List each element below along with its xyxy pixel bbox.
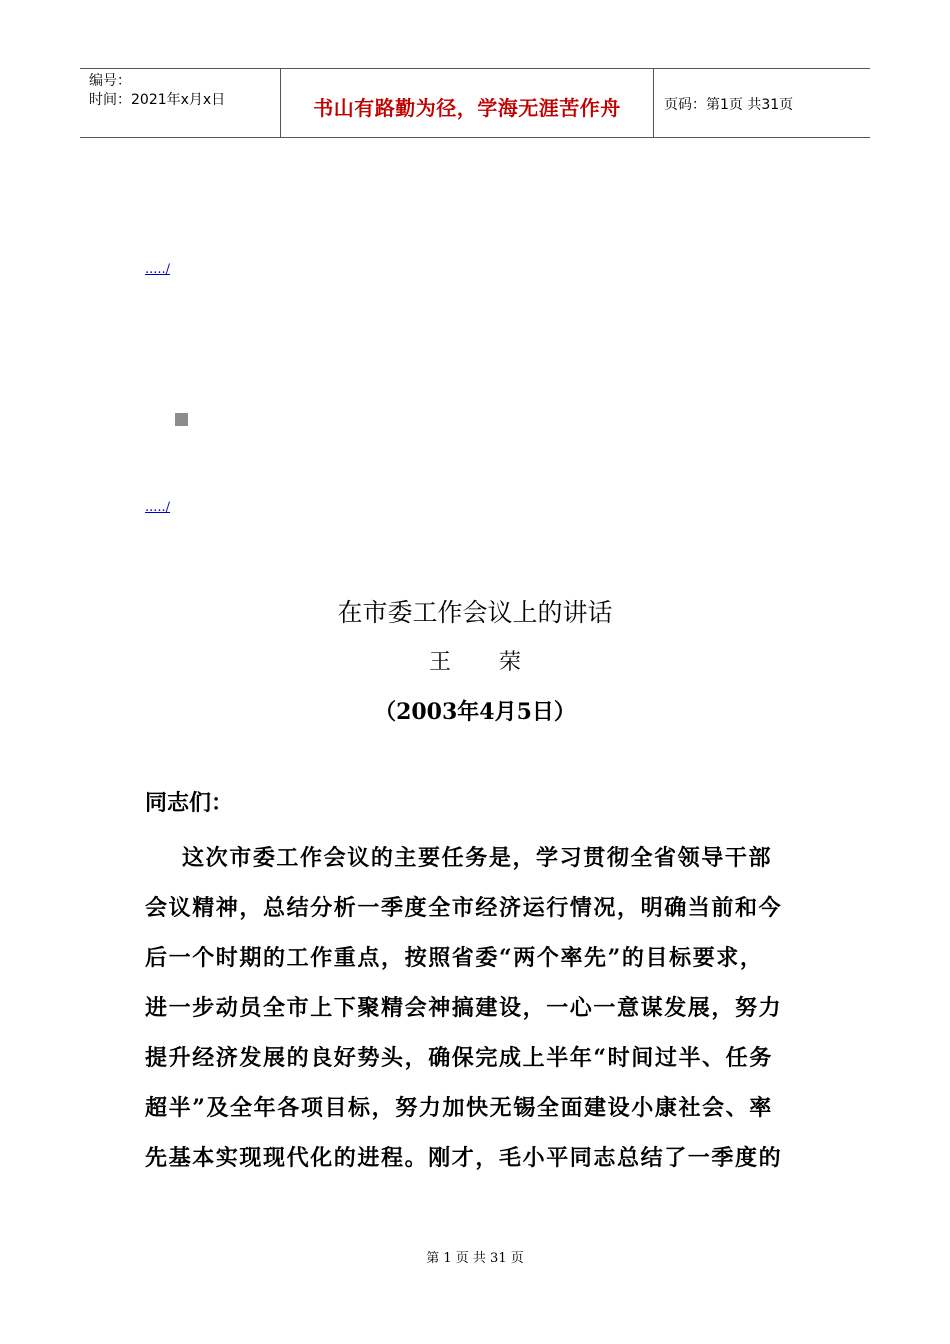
salutation: 同志们： [145, 790, 234, 816]
image-placeholder-icon [175, 413, 188, 426]
document-date: （2003年4月5日） [374, 699, 576, 725]
document-author: 王荣 [428, 650, 569, 675]
document-header [80, 68, 870, 138]
body-line: 进一步动员全市上下聚精会神搞建设，一心一意谋发展，努力 [145, 995, 783, 1021]
body-line: 先基本实现现代化的进程。刚才，毛小平同志总结了一季度的 [145, 1145, 783, 1171]
document-title: 在市委工作会议上的讲话 [337, 598, 613, 627]
time-label: 时间：2021年x月x日 [89, 92, 226, 108]
body-line: 这次市委工作会议的主要任务是，学习贯彻全省领导干部 [145, 845, 773, 871]
link-1[interactable]: ...../ [145, 262, 171, 277]
body-paragraph [145, 833, 805, 1183]
body-line: 超半”及全年各项目标，努力加快无锡全面建设小康社会、率 [145, 1095, 773, 1121]
body-line: 提升经济发展的良好势头，确保完成上半年“时间过半、任务 [145, 1045, 773, 1071]
page-footer: 第 1 页 共 31 页 [426, 1251, 524, 1266]
body-line: 后一个时期的工作重点，按照省委“两个率先”的目标要求， [145, 945, 764, 971]
link-2[interactable]: ...../ [145, 500, 171, 515]
header-meta-cell [80, 69, 281, 137]
body-line: 会议精神，总结分析一季度全市经济运行情况，明确当前和今 [145, 895, 783, 921]
number-label: 编号： [89, 73, 131, 89]
header-motto: 书山有路勤为径，学海无涯苦作舟 [281, 69, 654, 137]
header-page-info: 页码：第1页 共31页 [664, 97, 794, 113]
